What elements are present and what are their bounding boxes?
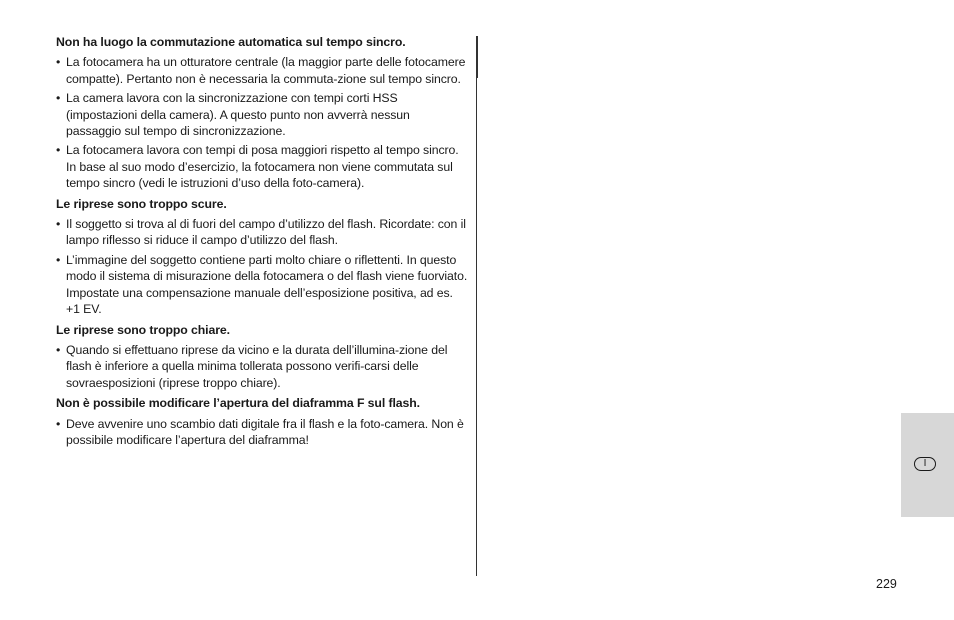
bullet-item: • La camera lavora con la sincronizzazione con tempi corti HSS (impostazioni della camera). A questo punto non avverrà nessun passaggio sul tempo di sincronizzazione. <box>56 90 468 139</box>
section-aperture <box>56 395 468 448</box>
language-badge: I <box>914 457 936 471</box>
section-auto-sync <box>56 34 468 192</box>
bullet-item: • La fotocamera ha un otturatore centrale (la maggior parte delle fotocamere compatte). Pertanto non è necessaria la commuta-zione sul tempo sincro. <box>56 54 468 87</box>
bullet-item: • La fotocamera lavora con tempi di posa maggiori rispetto al tempo sincro. In base al suo modo d’esercizio, la fotocamera non viene commutata sul tempo sincro (vedi le istruzioni d’uso della foto-camera). <box>56 142 468 191</box>
bullet-item: • L’immagine del soggetto contiene parti molto chiare o riflettenti. In questo modo il sistema di misurazione della fotocamera o del flash viene fuorviato. Impostate una compensazione manuale dell’esposizione positiva, ad es. +1 EV. <box>56 252 468 318</box>
text-column <box>56 34 468 451</box>
section-heading: Non ha luogo la commutazione automatica sul tempo sincro. <box>56 35 406 49</box>
page-number: 229 <box>876 577 897 591</box>
bullet-item: • Quando si effettuano riprese da vicino e la durata dell’illumina-zione del flash è inferiore a quella minima tollerata possono verifi-carsi delle sovraesposizioni (riprese troppo chiare). <box>56 342 468 391</box>
column-divider-accent <box>476 36 478 78</box>
section-too-bright <box>56 322 468 392</box>
bullet-item: • Deve avvenire uno scambio dati digitale fra il flash e la foto-camera. Non è possibile modificare l’apertura del diaframma! <box>56 416 468 449</box>
column-divider <box>476 36 477 576</box>
language-tab <box>901 413 954 517</box>
section-too-dark <box>56 196 468 318</box>
section-heading: Le riprese sono troppo chiare. <box>56 322 230 337</box>
section-heading: Non è possibile modificare l’apertura del diaframma F sul flash. <box>56 396 420 411</box>
section-heading: Le riprese sono troppo scure. <box>56 196 227 211</box>
bullet-item: • Il soggetto si trova al di fuori del campo d’utilizzo del flash. Ricordate: con il lampo riflesso si riduce il campo d’utilizzo del flash. <box>56 216 468 249</box>
